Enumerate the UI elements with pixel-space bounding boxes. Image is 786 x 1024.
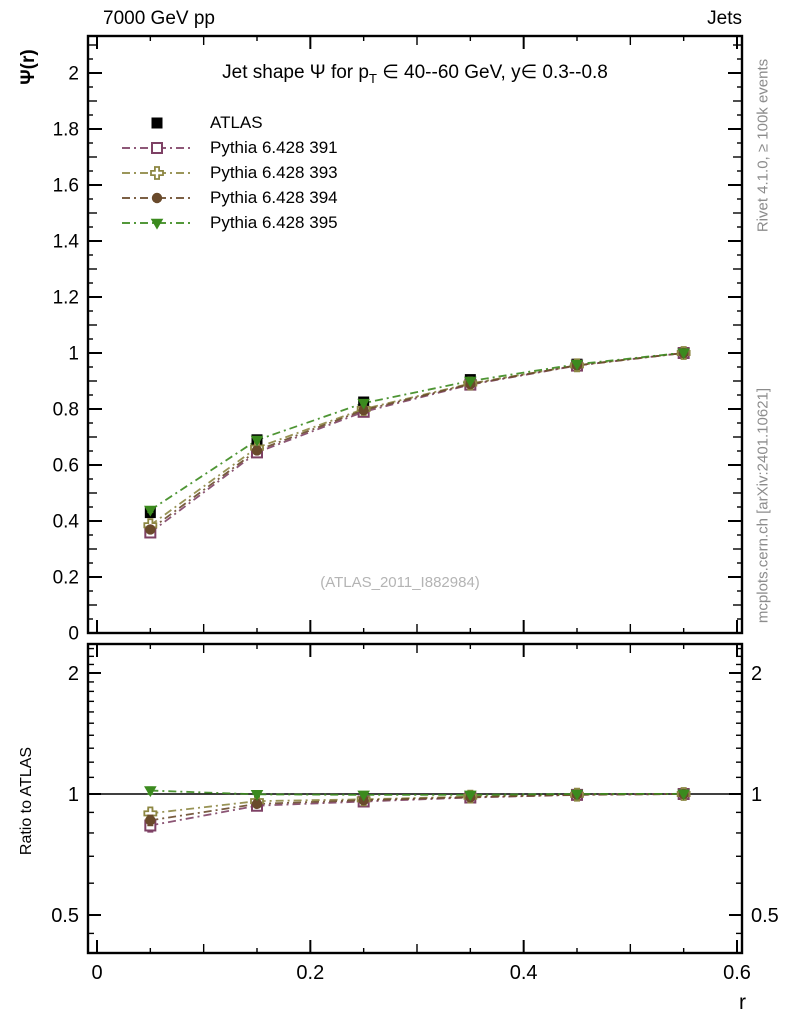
plot-title-pre: Jet shape Ψ for p (222, 62, 369, 83)
pythia-395-marker-icon (118, 213, 196, 233)
legend-item-atlas (118, 110, 338, 135)
atlas-marker-icon (118, 113, 196, 133)
rivet-version-note: Rivet 4.1.0, ≥ 100k events (754, 58, 772, 233)
legend-label-pythia-393: Pythia 6.428 393 (210, 162, 338, 182)
legend-label-pythia-395: Pythia 6.428 395 (210, 212, 338, 232)
pythia-393-marker-icon (118, 163, 196, 183)
pythia-394-marker-icon (118, 188, 196, 208)
legend-item-pythia-395 (118, 210, 338, 235)
legend-label-pythia-394: Pythia 6.428 394 (210, 187, 338, 207)
svg-text:0.6: 0.6 (723, 962, 751, 984)
analysis-id-watermark: (ATLAS_2011_I882984) (320, 574, 480, 591)
y-tick-label-main: 0 (68, 623, 79, 645)
svg-text:2: 2 (67, 662, 79, 685)
y-tick-label-main: 0.6 (52, 455, 79, 477)
y-tick-label-main: 1.4 (52, 231, 79, 253)
pythia-391-marker-icon (118, 138, 196, 158)
y-tick-label-main: 0.2 (52, 567, 79, 589)
svg-text:0.4: 0.4 (509, 962, 538, 984)
plot-title-post: ∈ 40--60 GeV, y∈ 0.3--0.8 (376, 62, 608, 83)
legend-label-pythia-391: Pythia 6.428 391 (210, 137, 338, 157)
x-axis-label: r (739, 991, 746, 1014)
y-tick-label-main: 0.4 (52, 511, 79, 533)
y-tick-label-main: 1.8 (52, 119, 79, 141)
legend-item-pythia-394 (118, 185, 338, 210)
mcplots-reference-note: mcplots.cern.ch [arXiv:2401.10621] (754, 387, 772, 624)
y-axis-label-main: Ψ(r) (18, 49, 39, 85)
analysis-group-header: Jets (707, 8, 742, 29)
y-axis-label-ratio: Ratio to ATLAS (18, 746, 35, 856)
legend-label-atlas: ATLAS (210, 112, 263, 132)
y-tick-label-main: 2 (68, 63, 79, 85)
plot-title-subscript: T (368, 70, 377, 86)
y-tick-label-main: 1 (68, 343, 79, 365)
legend-item-pythia-393 (118, 160, 338, 185)
svg-text:1: 1 (751, 784, 763, 806)
plot-title (88, 61, 742, 86)
svg-text:0: 0 (91, 962, 103, 984)
y-tick-label-main: 0.8 (52, 399, 79, 421)
beam-energy-header: 7000 GeV pp (103, 8, 215, 29)
svg-text:0.2: 0.2 (296, 962, 325, 984)
legend (118, 110, 338, 235)
legend-item-pythia-391 (118, 135, 338, 160)
svg-text:2: 2 (751, 662, 763, 685)
svg-text:1: 1 (67, 784, 79, 806)
svg-text:0.5: 0.5 (51, 905, 79, 928)
y-tick-label-main: 1.6 (52, 175, 79, 197)
y-tick-label-main: 1.2 (52, 287, 79, 309)
svg-text:0.5: 0.5 (751, 905, 779, 928)
